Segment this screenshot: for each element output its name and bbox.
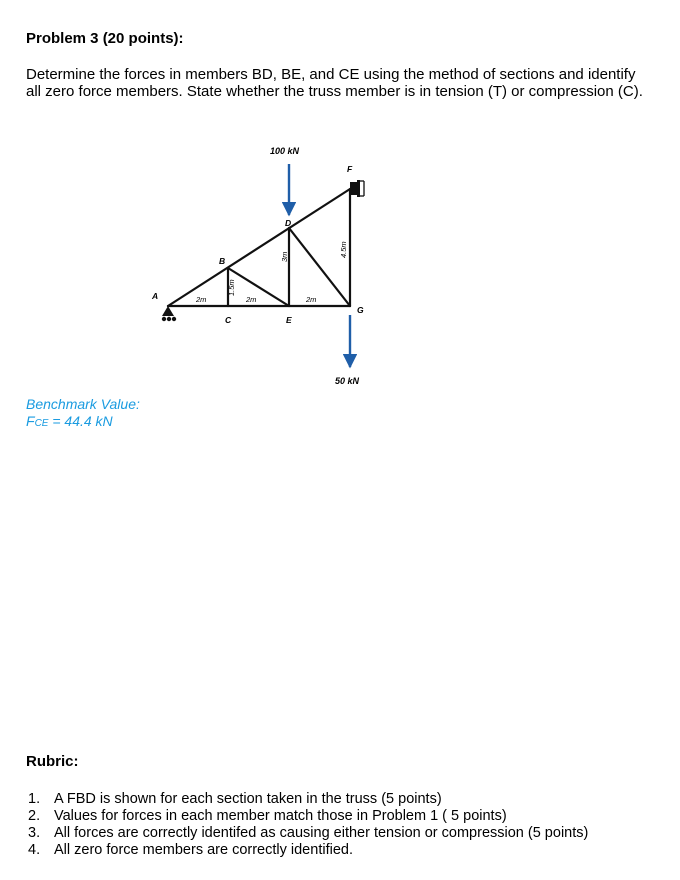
rubric-list (26, 791, 588, 859)
benchmark-box (26, 396, 140, 432)
node-a: A (152, 291, 159, 301)
dim-eg: 2m (306, 295, 317, 304)
dim-de: 3m (280, 251, 289, 262)
member-eg-diag (289, 228, 350, 306)
truss-diagram (0, 0, 680, 400)
pin-support-a (162, 306, 176, 321)
node-d: D (285, 218, 292, 228)
node-e: E (286, 315, 292, 325)
member-be (228, 268, 289, 306)
node-b: B (219, 256, 226, 266)
dim-ac: 2m (196, 295, 207, 304)
node-g: G (357, 305, 364, 315)
node-f: F (347, 164, 353, 174)
support-f (350, 180, 364, 197)
benchmark-label: Benchmark Value: (26, 396, 140, 412)
rubric-title: Rubric: (26, 753, 79, 770)
load-label-bottom: 50 kN (335, 376, 360, 386)
list-item: 2. Values for forces in each member match those in Problem 1 ( 5 points) (28, 808, 507, 824)
problem-statement: Determine the forces in members BD, BE, and CE using the method of sections and identify all zero force members. State whether the truss member is in tension (T) or compression (C). (26, 66, 643, 100)
dim-bc: 1.5m (227, 279, 236, 296)
dim-fg: 4.5m (339, 241, 348, 258)
list-item: 1. A FBD is shown for each section taken in the truss (5 points) (28, 791, 442, 807)
dim-ce: 2m (246, 295, 257, 304)
problem-title: Problem 3 (20 points): (26, 30, 184, 47)
node-c: C (225, 315, 232, 325)
list-item: 3. All forces are correctly identifed as causing either tension or compression (5 points) (28, 825, 589, 841)
benchmark-value: FCE = 44.4 kN (26, 413, 113, 429)
list-item: 4. All zero force members are correctly identified. (28, 842, 353, 858)
load-label-top: 100 kN (270, 146, 300, 156)
